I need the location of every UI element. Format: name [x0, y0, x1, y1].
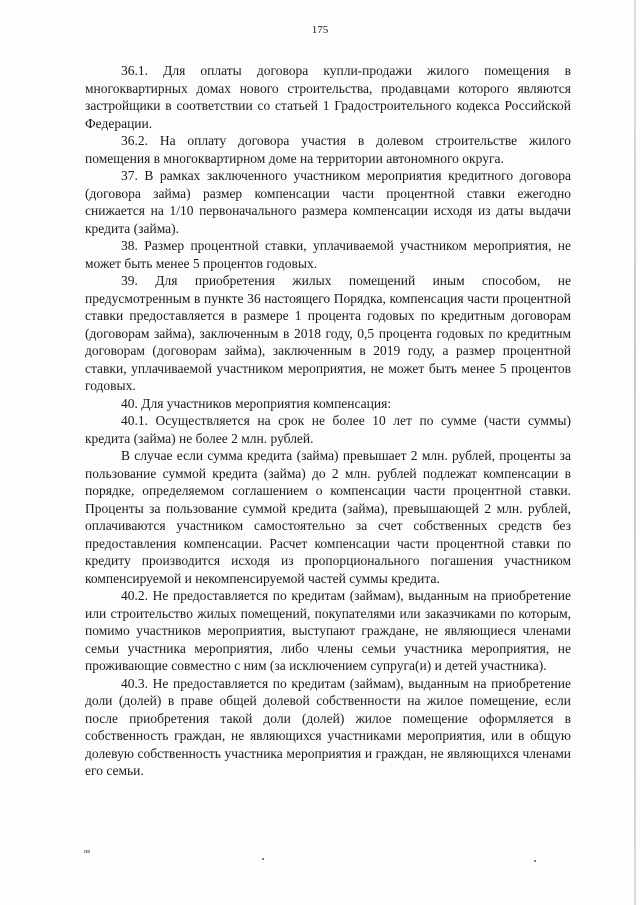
- document-body: [85, 62, 571, 780]
- scan-speck: [262, 858, 264, 860]
- paragraph-40-1-continued: В случае если сумма кредита (займа) превышает 2 млн. рублей, проценты за пользование суммой кредита (займа) до 2 млн. рублей подлежат компенсации в порядке, определяемом соглашением о компенсации части процентной ставки. Проценты за пользование суммой кредита (займа), превышающей 2 млн. рублей, оплачиваются участником самостоятельно за счет собственных средств без предоставления компенсации. Расчет компенсации части процентной ставки по кредиту производится исходя из пропорционального погашения участником компенсируемой и некомпенсируемой частей суммы кредита.: [85, 448, 571, 586]
- paragraph-40-3: 40.3. Не предоставляется по кредитам (займам), выданным на приобретение доли (долей) в праве общей долевой собственности на жилое помещение, если после приобретения такой доли (долей) жилое помещение оформляется в собственность граждан, не являющихся участниками мероприятия, или в общую долевую собственность участника мероприятия и граждан, не являющихся членами его семьи.: [85, 675, 571, 778]
- paragraph-38: 38. Размер процентной ставки, уплачиваемой участником мероприятия, не может быть менее 5 процентов годовых.: [85, 238, 571, 271]
- paragraph-40: 40. Для участников мероприятия компенсация:: [121, 395, 392, 411]
- page-number: 175: [311, 24, 329, 36]
- scan-edge: [634, 0, 636, 905]
- paragraph-37: 37. В рамках заключенного участником мероприятия кредитного договора (договора займа) размер компенсации части процентной ставки ежегодно снижается на 1/10 первоначального размера компенсации исходя из даты выдачи кредита (займа).: [85, 168, 571, 236]
- paragraph-36-2: 36.2. На оплату договора участия в долевом строительстве жилого помещения в многоквартирном доме на территории автономного округа.: [85, 133, 571, 166]
- scan-speck: [534, 860, 536, 862]
- paragraph-36-1: 36.1. Для оплаты договора купли-продажи жилого помещения в многоквартирных домах нового строительства, продавцами которого являются застройщики в соответствии со статьей 1 Градостроительного кодекса Российской Федерации.: [85, 63, 571, 131]
- paragraph-40-2: 40.2. Не предоставляется по кредитам (займам), выданным на приобретение или строительство жилых помещений, покупателями или заказчиками по которым, помимо участников мероприятия, выступают граждане, не являющиеся членами семьи участника мероприятия, либо члены семьи участника мероприятия, не проживающие совместно с ним (за исключением супруга(и) и детей участника).: [85, 588, 571, 673]
- footer-initials: нв: [84, 849, 91, 855]
- paragraph-40-1: 40.1. Осуществляется на срок не более 10 лет по сумме (части суммы) кредита (займа) не более 2 млн. рублей.: [85, 413, 571, 446]
- paragraph-39: 39. Для приобретения жилых помещений иным способом, не предусмотренным в пункте 36 настоящего Порядка, компенсация части процентной ставки предоставляется в размере 1 процента годовых по кредитным договорам (договорам займа), заключенным в 2018 году, 0,5 процента годовых по кредитным договорам (договорам займа), заключенным в 2019 году, а размер процентной ставки, уплачиваемой участником мероприятия, не может быть менее 5 процентов годовых.: [85, 273, 571, 393]
